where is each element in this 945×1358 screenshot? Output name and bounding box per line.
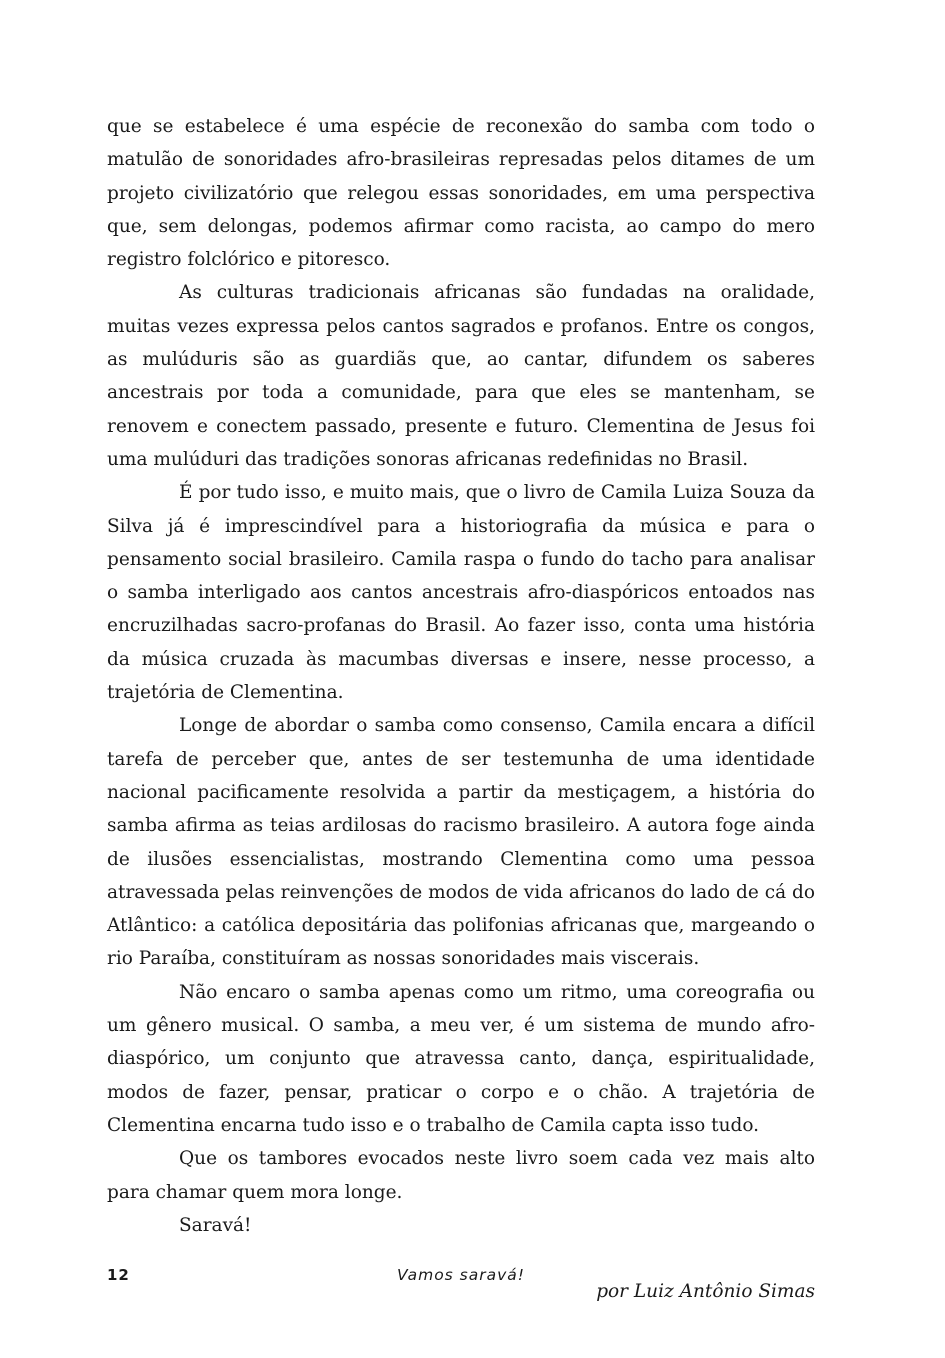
page-footer xyxy=(107,1266,815,1292)
paragraph-7: Saravá! xyxy=(179,1214,252,1236)
paragraph-6: Que os tambores evocados neste livro soem cada vez mais alto para chamar quem mora longe. xyxy=(107,1148,815,1203)
page-number: 12 xyxy=(107,1266,130,1284)
paragraph-1: que se estabelece é uma espécie de reconexão do samba com todo o matulão de sonoridades afro-brasileiras represadas pelos ditames de um projeto civilizatório que relegou essas sonoridades, em uma perspectiva que, sem delongas, podemos afirmar como racista, ao campo do mero registro folclórico e pitoresco. xyxy=(107,116,815,271)
paragraph-3: É por tudo isso, e muito mais, que o livro de Camila Luiza Souza da Silva já é imprescindível para a historiografia da música e para o pensamento social brasileiro. Camila raspa o fundo do tacho para analisar o samba interligado aos cantos ancestrais afro-diaspóricos entoados nas encruzilhadas sacro-profanas do Brasil. Ao fazer isso, conta uma história da música cruzada às macumbas diversas e insere, nesse processo, a trajetória de Clementina. xyxy=(107,482,815,704)
running-title: Vamos saravá! xyxy=(396,1266,526,1284)
paragraph-2: As culturas tradicionais africanas são fundadas na oralidade, muitas vezes expressa pelos cantos sagrados e profanos. Entre os congos, as mulúduris são as guardiãs que, ao cantar, difundem os saberes ancestrais por toda a comunidade, para que eles se mantenham, se renovem e conectem passado, presente e futuro. Clementina de Jesus foi uma mulúduri das tradições sonoras africanas redefinidas no Brasil. xyxy=(107,282,815,470)
paragraph-5: Não encaro o samba apenas como um ritmo, uma coreografia ou um gênero musical. O samba, a meu ver, é um sistema de mundo afro-diaspórico, um conjunto que atravessa canto, dança, espiritualidade, modos de fazer, pensar, praticar o corpo e o chão. A trajetória de Clementina encarna tudo isso e o trabalho de Camila capta isso tudo. xyxy=(107,981,815,1136)
paragraph-4: Longe de abordar o samba como consenso, Camila encara a difícil tarefa de perceber que, antes de ser testemunha de uma identidade nacional pacificamente resolvida a partir da mestiçagem, a história do samba afirma as teias ardilosas do racismo brasileiro. A autora foge ainda de ilusões essencialistas, mostrando Clementina como uma pessoa atravessada pelas reinvenções de modos de vida africanos do lado de cá do Atlântico: a católica depositária das polifonias africanas que, margeando o rio Paraíba, constituíram as nossas sonoridades mais viscerais. xyxy=(107,715,815,970)
body-text xyxy=(107,110,815,1308)
author-signature: por Luiz Antônio Simas xyxy=(596,1281,815,1303)
